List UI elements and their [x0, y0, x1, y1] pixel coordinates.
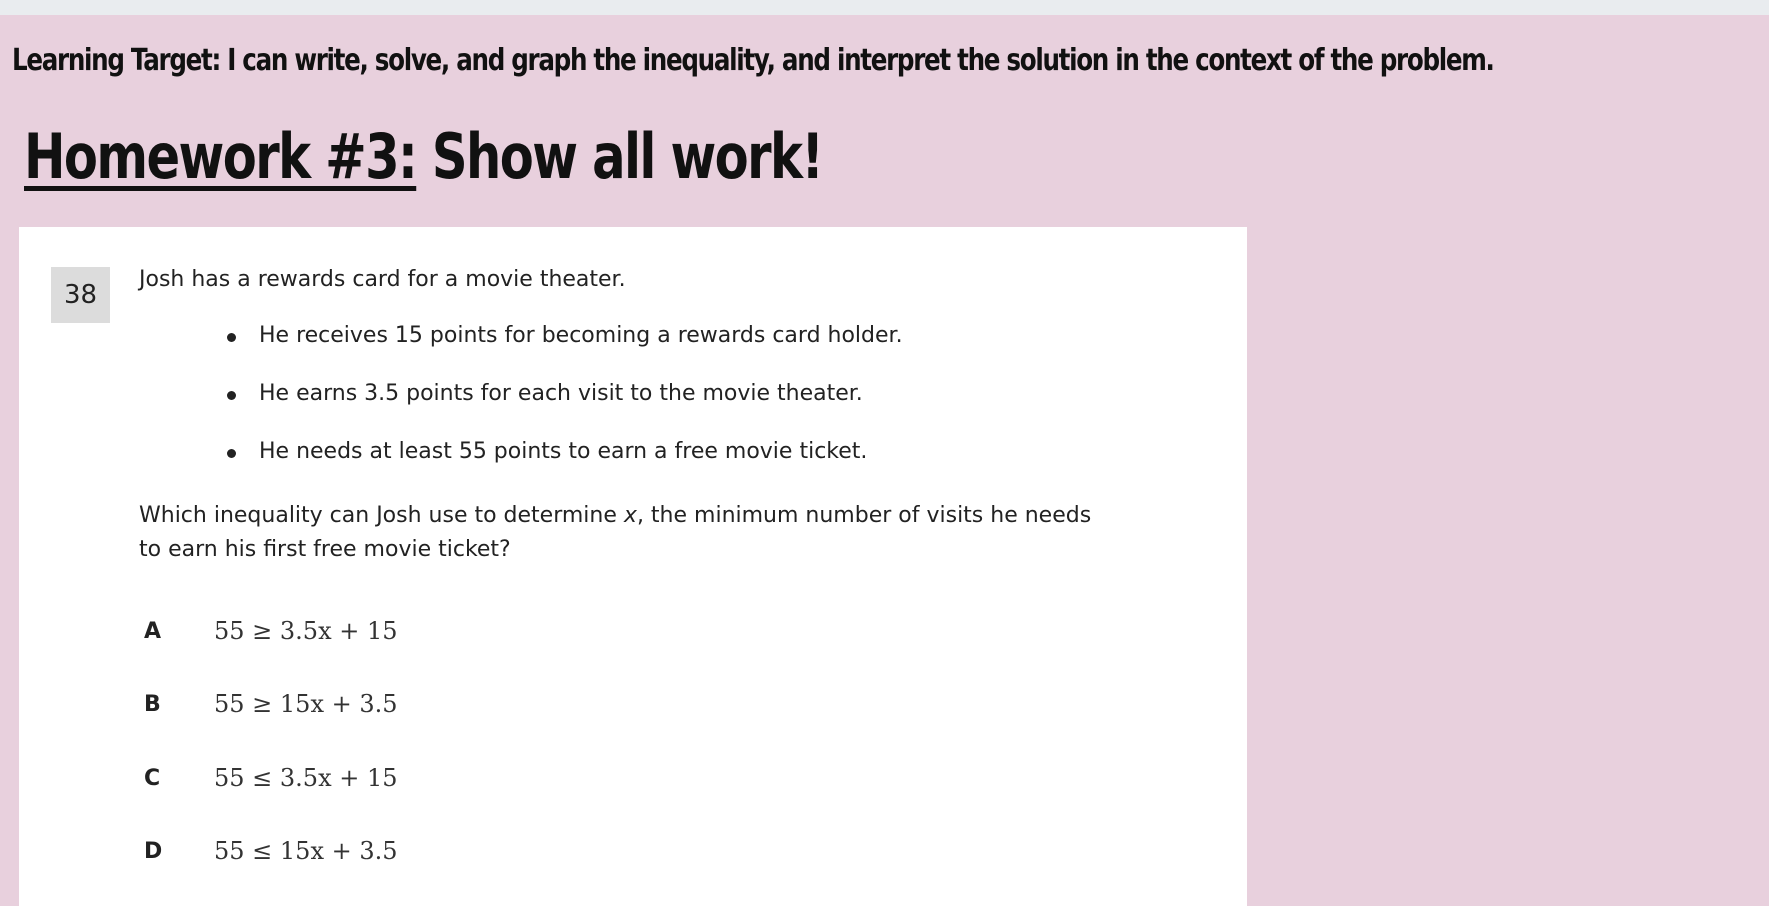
question-card	[19, 227, 1247, 906]
prompt-end: , the minimum number of visits he needs	[636, 503, 1092, 528]
prompt-variable: x	[623, 503, 637, 528]
answer-choice-c[interactable]	[144, 760, 398, 796]
homework-instruction: Show all work!	[416, 120, 823, 193]
question-prompt	[139, 499, 1219, 567]
learning-target: Learning Target: I can write, solve, and graph the inequality, and interpret the solution in the context of the problem.	[12, 43, 1494, 78]
choice-letter: A	[144, 618, 162, 644]
slide	[0, 15, 1769, 891]
answer-choice-b[interactable]	[144, 686, 398, 722]
question-stem: Josh has a rewards card for a movie theater.	[139, 267, 626, 292]
bullet-item	[224, 323, 903, 381]
choice-letter: C	[144, 765, 161, 791]
answer-choice-d[interactable]	[144, 833, 398, 869]
bullet-dot-icon	[227, 333, 236, 342]
question-prompt-line-1	[139, 499, 1219, 533]
choice-expression: 55 ≤ 15x + 3.5	[214, 837, 398, 865]
choice-letter: D	[144, 838, 163, 864]
choice-expression: 55 ≥ 3.5x + 15	[214, 617, 398, 645]
choice-letter: B	[144, 691, 161, 717]
top-strip	[0, 0, 1769, 15]
prompt-start: Which inequality can Josh use to determine	[139, 503, 624, 528]
bullet-text: He receives 15 points for becoming a rewards card holder.	[259, 323, 903, 348]
bullet-item	[224, 439, 903, 497]
bullet-list	[224, 323, 903, 497]
bullet-dot-icon	[227, 449, 236, 458]
bullet-dot-icon	[227, 391, 236, 400]
choice-expression: 55 ≥ 15x + 3.5	[214, 690, 398, 718]
homework-label: Homework #3:	[24, 120, 417, 193]
question-prompt-line-2: to earn his first free movie ticket?	[139, 537, 511, 562]
homework-title	[24, 120, 822, 193]
bullet-item	[224, 381, 903, 439]
choice-expression: 55 ≤ 3.5x + 15	[214, 764, 398, 792]
bullet-text: He earns 3.5 points for each visit to the movie theater.	[259, 381, 863, 406]
question-number-badge: 38	[51, 267, 110, 323]
answer-choice-a[interactable]	[144, 613, 398, 649]
bullet-text: He needs at least 55 points to earn a free movie ticket.	[259, 439, 868, 464]
